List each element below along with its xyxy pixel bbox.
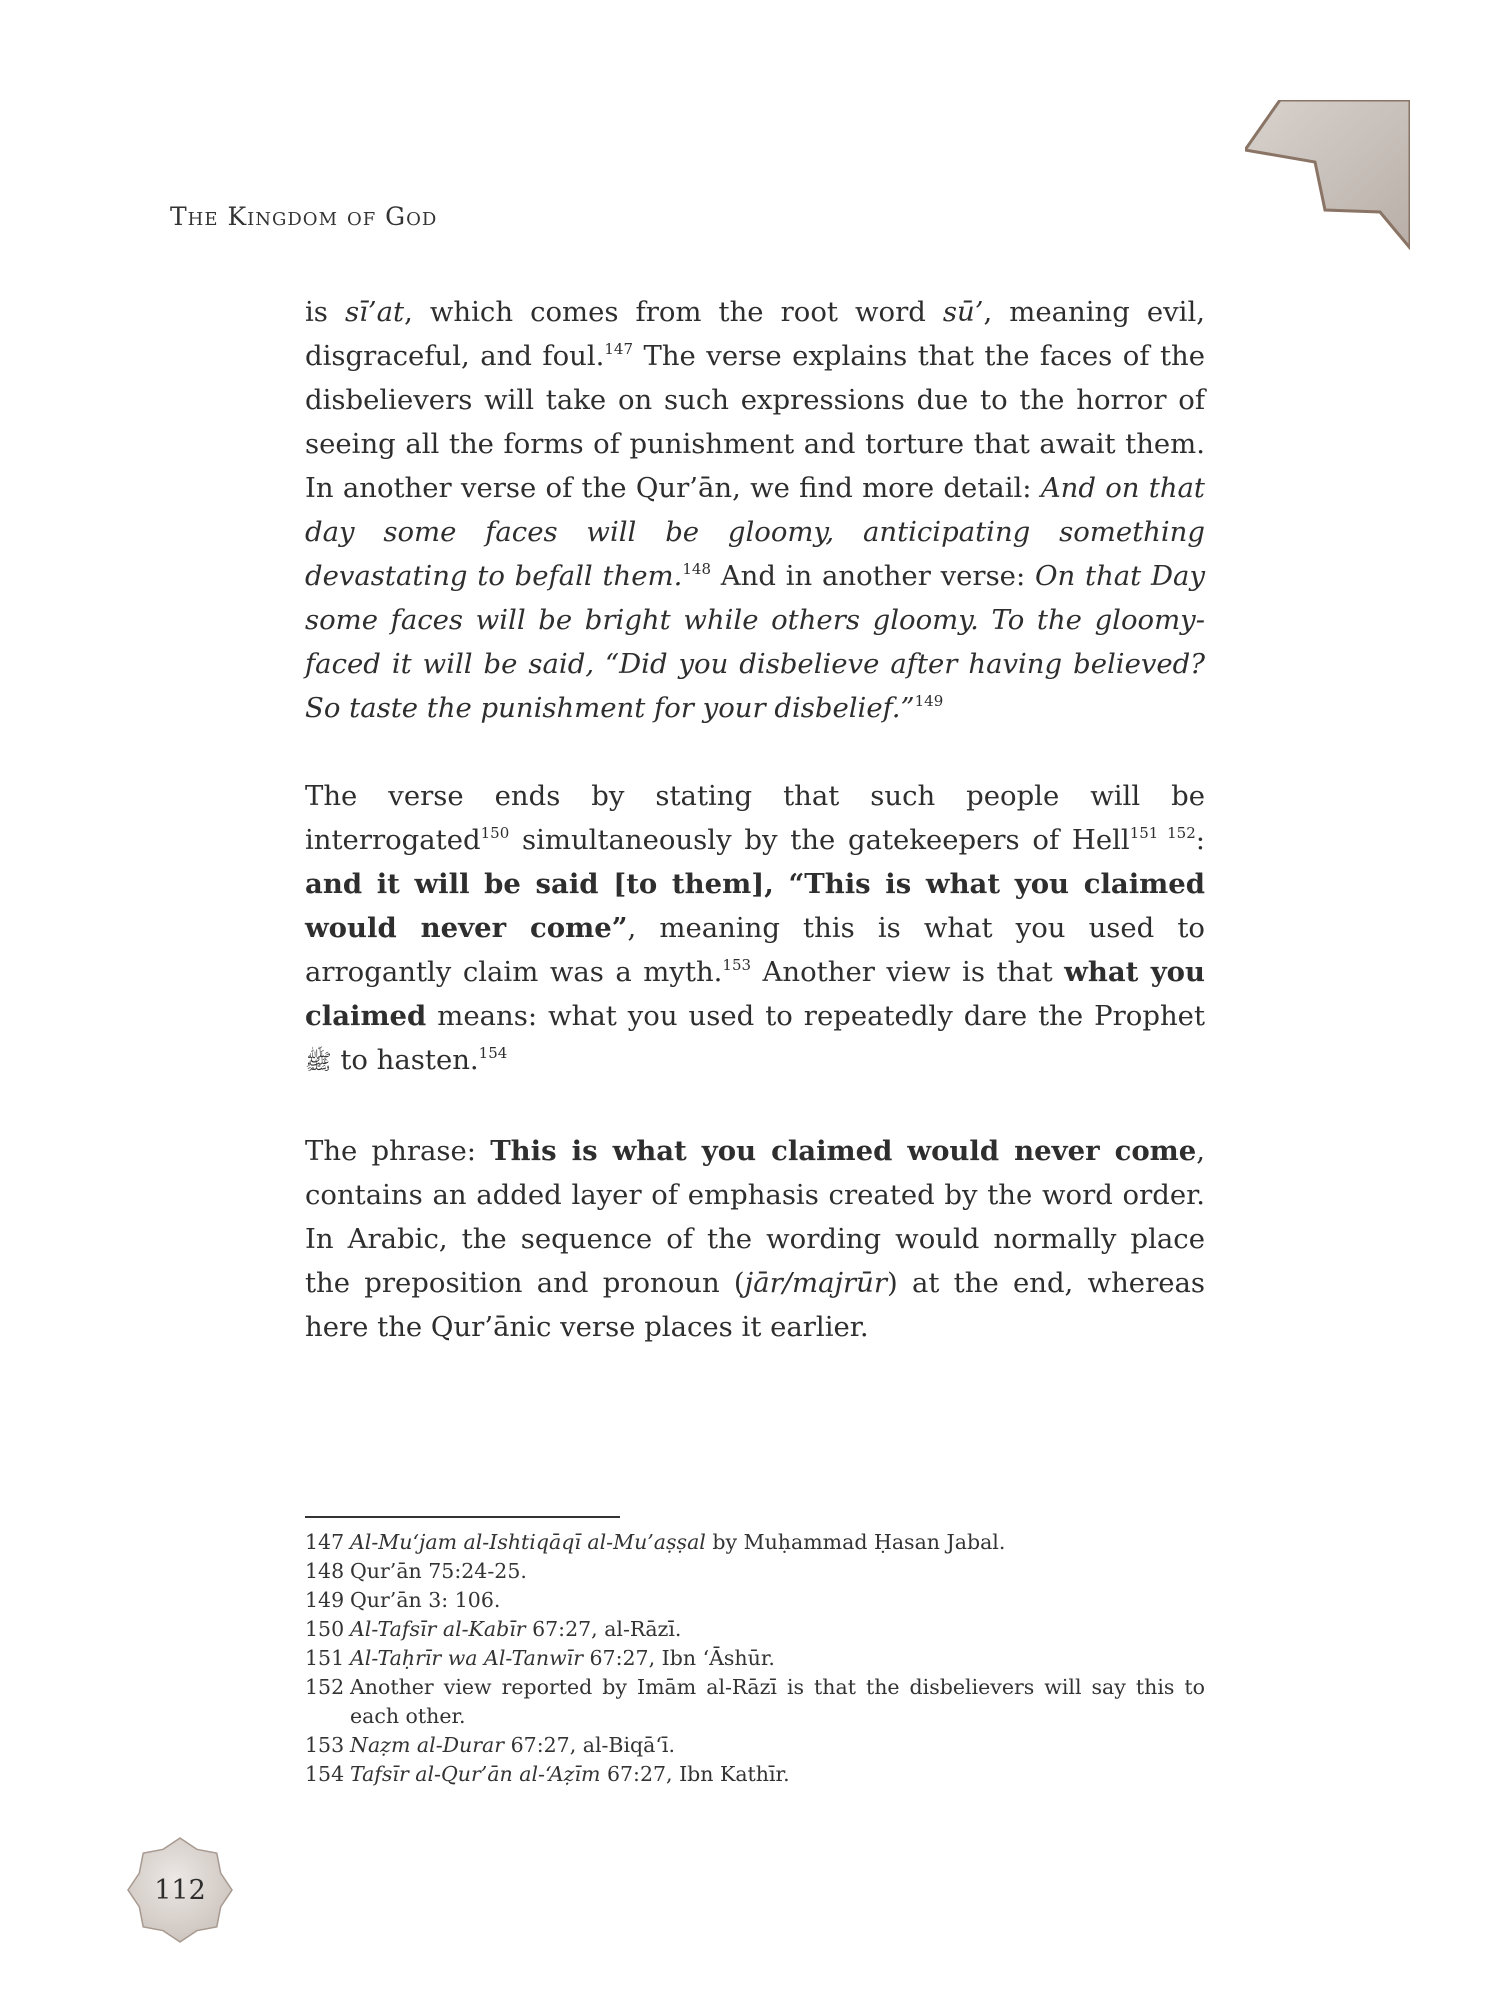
quran-quote: On that Day some faces will be bright while others gloomy. To the gloomy-faced it will be said, “Did you disbelieve after having believed? So taste the punishment for your disbelief.” [305,560,1205,724]
paragraph-3: The phrase: This is what you claimed would never come, contains an added layer of emphasis created by the word order. In Arabic, the sequence of the wording would normally place the preposition and pronoun (jār/majrūr) at the end, whereas here the Qur’ānic verse places it earlier. [305,1135,1206,1343]
footnote-text [350,1673,1205,1731]
footnote-title: Tafsīr al-Qur’ān al-‘Aẓīm [350,1762,601,1786]
footnote-rest: Qur’ān 75:24-25. [350,1559,527,1583]
footnote-ref[interactable]: 151 152 [1129,824,1196,842]
footnote-rest: by Muḥammad Ḥasan Jabal. [705,1530,1006,1554]
paragraph-1: is sī’at, which comes from the root word sū’, meaning evil, disgraceful, and foul.$^{147}$ The verse explains that the faces of the disbelievers will take on such expressions due to the horror of seeing all the forms of punishment and torture that await them. In another verse of the Qur’ān, we find more detail: And on that day some faces will be gloomy, anticipating something devastating to befall them.$^{148}$ And in another verse: On that Day some faces will be bright while others gloomy. To the gloomy-faced it will be said, “Did you disbelieve after having believed? So taste the punishment for your disbelief.”$^{149}$ [305,296,1205,724]
footnotes [305,1528,1205,1789]
footnote-text [350,1528,1205,1557]
footnote-number: 152 [305,1675,345,1699]
footnote-ref[interactable]: 147 [604,340,634,358]
footnote-rest: 67:27, Ibn ‘Āshūr. [583,1646,775,1670]
verse-text: This is what you claimed would never come [490,1135,1197,1167]
footnote-item [305,1528,1205,1557]
footnote-item [305,1731,1205,1760]
corner-ornament [1245,100,1410,250]
footnote-title: Al-Mu‘jam al-Ishtiqāqī al-Mu’aṣṣal [350,1530,706,1554]
footnote-rest: Qur’ān 3: 106. [350,1588,501,1612]
footnote-title: Al-Taḥrīr wa Al-Tanwīr [350,1646,583,1670]
footnote-text [350,1760,1205,1789]
verse-text: and it will be said [to them], “This is what you claimed would never come” [305,868,1205,944]
quran-quote: And on that day some faces will be gloomy, anticipating something devastating to befall them. [305,472,1205,592]
salawat-glyph: ﷺ [305,1050,332,1075]
footnote-title: Naẓm al-Durar [350,1733,505,1757]
footnote-ref[interactable]: 148 [682,560,711,578]
footnote-number: 147 [305,1530,345,1554]
body-text [305,290,1205,1393]
footnote-item [305,1760,1205,1789]
page-number: 112 [154,1874,206,1906]
running-head: The Kingdom of God [170,202,438,231]
footnote-text [350,1644,1205,1673]
footnote-item [305,1615,1205,1644]
footnote-ref[interactable]: 149 [914,692,944,710]
footnote-rest: Another view reported by Imām al-Rāzī is that the disbelievers will say this to each other. [350,1675,1205,1728]
footnote-rest: 67:27, Ibn Kathīr. [600,1762,790,1786]
footnote-rest: 67:27, al-Rāzī. [525,1617,682,1641]
footnote-number: 153 [305,1733,345,1757]
verse-text: what you claimed [305,956,1206,1032]
footnote-ref[interactable]: 150 [480,824,510,842]
footnote-number: 148 [305,1559,345,1583]
footnote-title: Al-Tafsīr al-Kabīr [350,1617,526,1641]
footnote-text [350,1731,1205,1760]
footnote-number: 151 [305,1646,345,1670]
footnote-ref[interactable]: 153 [722,956,752,974]
footnote-ref[interactable]: 154 [478,1044,508,1062]
footnote-rule [305,1516,620,1518]
footnote-number: 150 [305,1617,345,1641]
footnote-text [350,1615,1205,1644]
footnote-item [305,1644,1205,1673]
footnote-item [305,1673,1205,1731]
footnote-text [350,1586,1205,1615]
footnote-text [350,1557,1205,1586]
paragraph-2: The verse ends by stating that such people will be interrogated$^{150}$ simultaneously by the gatekeepers of Hell$^{151 152}$: and it will be said [to them], “This is what you claimed would never come”, meaning this is what you used to arrogantly claim was a myth.$^{153}$ Another view is that what you claimed means: what you used to repeatedly dare the Prophet ﷺ to hasten.$^{154}$ [305,780,1206,1076]
footnote-item [305,1557,1205,1586]
footnote-number: 149 [305,1588,345,1612]
footnote-number: 154 [305,1762,345,1786]
footnote-item [305,1586,1205,1615]
footnote-rest: 67:27, al-Biqā‘ī. [504,1733,675,1757]
